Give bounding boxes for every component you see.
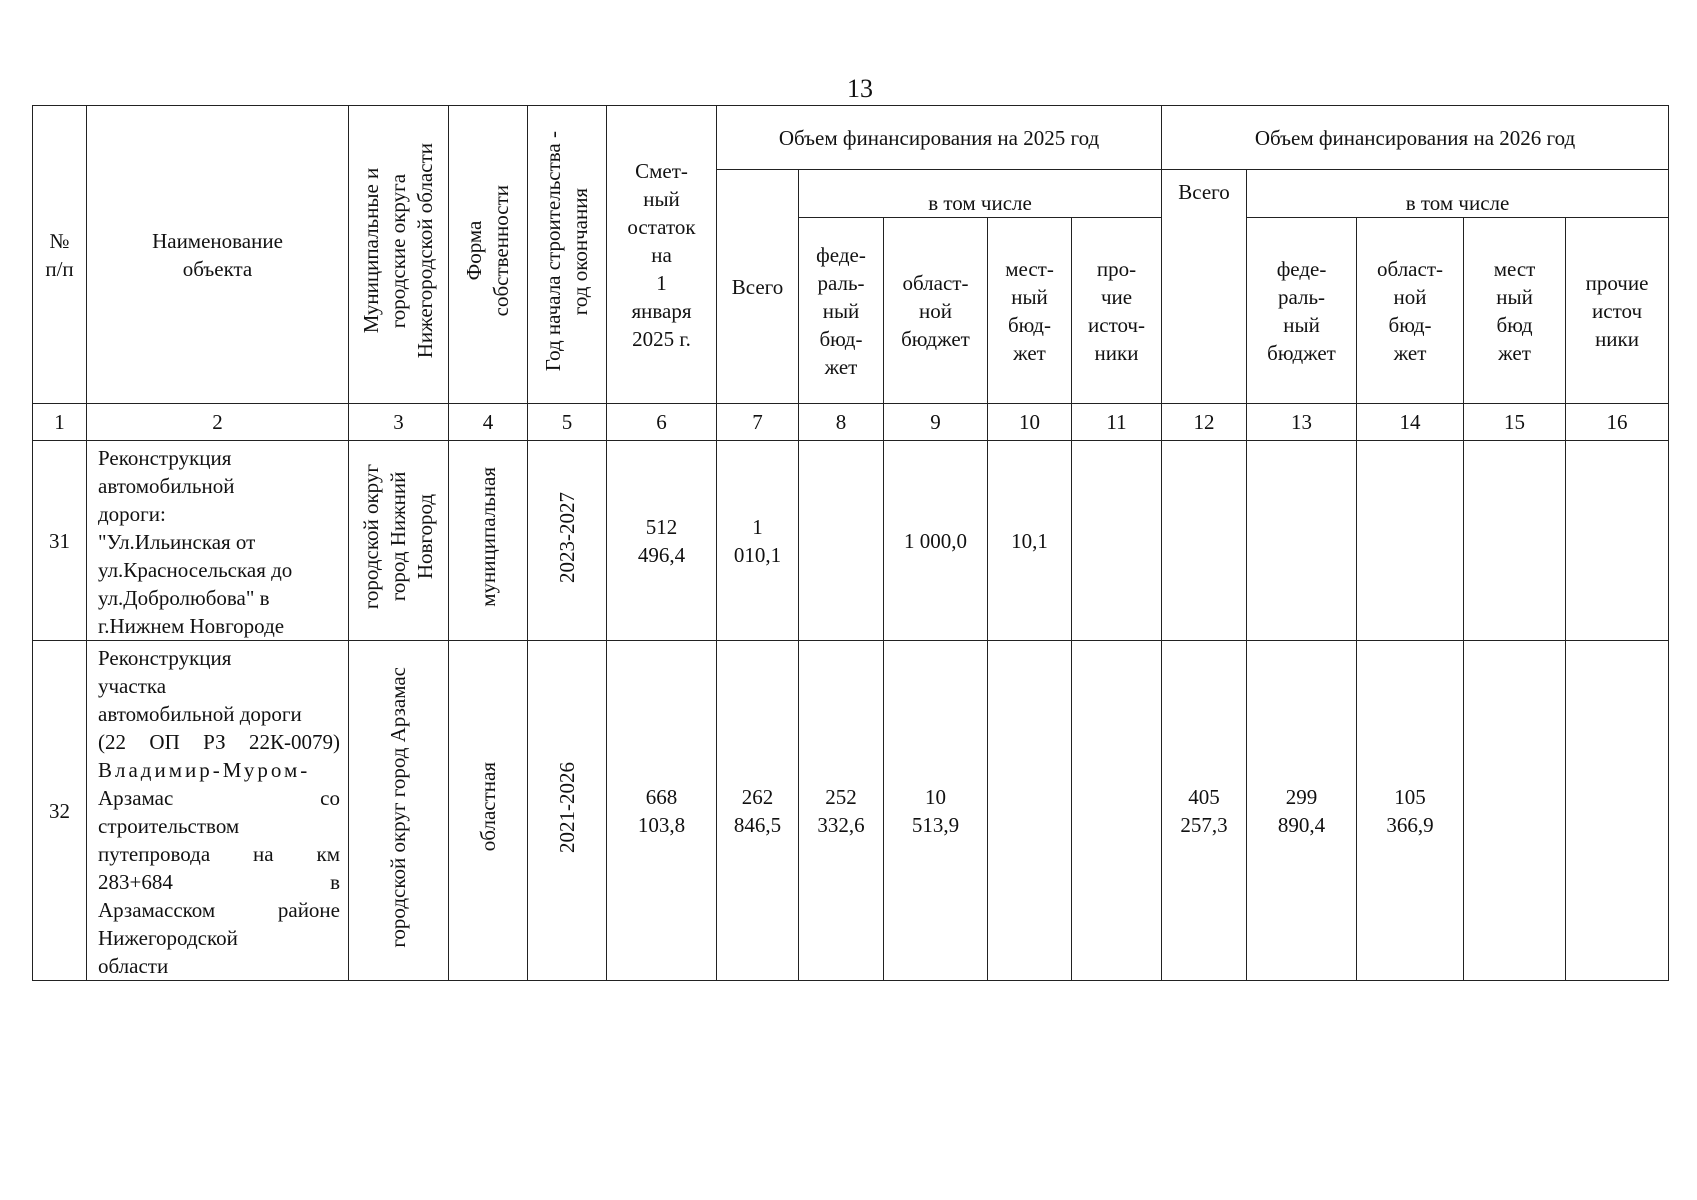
federal-2025-value: 252 332,6 <box>799 641 884 981</box>
column-number: 16 <box>1566 404 1669 441</box>
column-number: 3 <box>349 404 449 441</box>
header-ownership <box>449 106 528 404</box>
financing-table <box>32 105 1669 981</box>
header-remainder: Смет- ный остаток на 1 января 2025 г. <box>607 106 717 404</box>
years-text: 2023-2027 <box>554 491 579 583</box>
column-number: 10 <box>988 404 1072 441</box>
header-municipality <box>349 106 449 404</box>
local-2025-value <box>988 641 1072 981</box>
header-years-text: Год начала строительства - год окончания <box>541 130 592 372</box>
header-including-2025: в том числе <box>799 170 1162 218</box>
table-row <box>33 441 1669 641</box>
column-number: 2 <box>87 404 349 441</box>
header-total-2025: Всего <box>717 170 799 404</box>
object-name <box>87 641 349 981</box>
column-number: 15 <box>1464 404 1566 441</box>
header-regional-2026: област- ной бюд- жет <box>1357 218 1464 404</box>
header-municipality-text: Муниципальные и городские округа Нижегородской области <box>359 143 437 359</box>
object-name-line: Владимир-Муром- <box>98 758 311 782</box>
municipality-text: городской округ город Арзамас <box>386 666 410 948</box>
header-years <box>528 106 607 404</box>
column-number: 14 <box>1357 404 1464 441</box>
table-row <box>33 641 1669 981</box>
column-number: 6 <box>607 404 717 441</box>
total-2026-value: 405 257,3 <box>1162 641 1247 981</box>
ownership-cell <box>449 641 528 981</box>
column-number: 11 <box>1072 404 1162 441</box>
municipality-cell <box>349 641 449 981</box>
other-2025-value <box>1072 641 1162 981</box>
regional-2025-value: 10 513,9 <box>884 641 988 981</box>
total-2025-value: 1 010,1 <box>717 441 799 641</box>
other-2026-value <box>1566 441 1669 641</box>
header-ownership-text: Форма собственности <box>462 185 513 317</box>
regional-2025-value: 1 000,0 <box>884 441 988 641</box>
object-name-line: области <box>98 954 169 978</box>
column-number: 9 <box>884 404 988 441</box>
header-other-2025: про- чие источ- ники <box>1072 218 1162 404</box>
header-fin-2026: Объем финансирования на 2026 год <box>1162 106 1669 170</box>
municipality-text: городской округ город Нижний Новгород <box>359 464 437 610</box>
column-number: 13 <box>1247 404 1357 441</box>
local-2026-value <box>1464 441 1566 641</box>
years-cell <box>528 641 607 981</box>
object-name-line: 283+684 в <box>98 870 340 894</box>
header-total-2026: Всего <box>1162 170 1247 404</box>
header-federal-2025: феде- раль- ный бюд- жет <box>799 218 884 404</box>
regional-2026-value <box>1357 441 1464 641</box>
header-num: № п/п <box>33 106 87 404</box>
header-name: Наименование объекта <box>87 106 349 404</box>
header-local-2026: мест ный бюд жет <box>1464 218 1566 404</box>
ownership-text: муниципальная <box>475 467 500 607</box>
column-number: 5 <box>528 404 607 441</box>
remainder-value: 512 496,4 <box>607 441 717 641</box>
years-text: 2021-2026 <box>554 761 579 853</box>
object-name-line: Арзамас со <box>98 786 340 810</box>
row-num: 32 <box>33 641 87 981</box>
row-num: 31 <box>33 441 87 641</box>
federal-2026-value: 299 890,4 <box>1247 641 1357 981</box>
object-name-line: автомобильной дороги <box>98 702 302 726</box>
column-number: 4 <box>449 404 528 441</box>
regional-2026-value: 105 366,9 <box>1357 641 1464 981</box>
column-number: 1 <box>33 404 87 441</box>
header-row-1 <box>33 106 1669 170</box>
object-name-line: строительством <box>98 814 240 838</box>
object-name-line: Реконструкция <box>98 646 232 670</box>
local-2025-value: 10,1 <box>988 441 1072 641</box>
column-number: 12 <box>1162 404 1247 441</box>
local-2026-value <box>1464 641 1566 981</box>
column-number-row <box>33 404 1669 441</box>
object-name-line: (22 ОП РЗ 22К-0079) <box>98 730 340 754</box>
remainder-value: 668 103,8 <box>607 641 717 981</box>
municipality-cell <box>349 441 449 641</box>
header-fin-2025: Объем финансирования на 2025 год <box>717 106 1162 170</box>
object-name-line: путепровода на км <box>98 842 340 866</box>
header-federal-2026: феде- раль- ный бюджет <box>1247 218 1357 404</box>
federal-2025-value <box>799 441 884 641</box>
other-2026-value <box>1566 641 1669 981</box>
object-name-line: участка <box>98 674 167 698</box>
header-other-2026: прочие источ ники <box>1566 218 1669 404</box>
column-number: 7 <box>717 404 799 441</box>
total-2026-value <box>1162 441 1247 641</box>
other-2025-value <box>1072 441 1162 641</box>
page-number: 13 <box>847 74 873 103</box>
header-local-2025: мест- ный бюд- жет <box>988 218 1072 404</box>
object-name-line: Арзамасском районе <box>98 898 340 922</box>
header-including-2026: в том числе <box>1247 170 1669 218</box>
object-name-line: Нижегородской <box>98 926 238 950</box>
header-regional-2025: област- ной бюджет <box>884 218 988 404</box>
federal-2026-value <box>1247 441 1357 641</box>
total-2025-value: 262 846,5 <box>717 641 799 981</box>
years-cell <box>528 441 607 641</box>
ownership-text: областная <box>475 762 500 852</box>
object-name: Реконструкция автомобильной дороги: "Ул.Ильинская от ул.Красносельская до ул.Добролюбова" в г.Нижнем Новгороде <box>87 441 349 641</box>
ownership-cell <box>449 441 528 641</box>
column-number: 8 <box>799 404 884 441</box>
